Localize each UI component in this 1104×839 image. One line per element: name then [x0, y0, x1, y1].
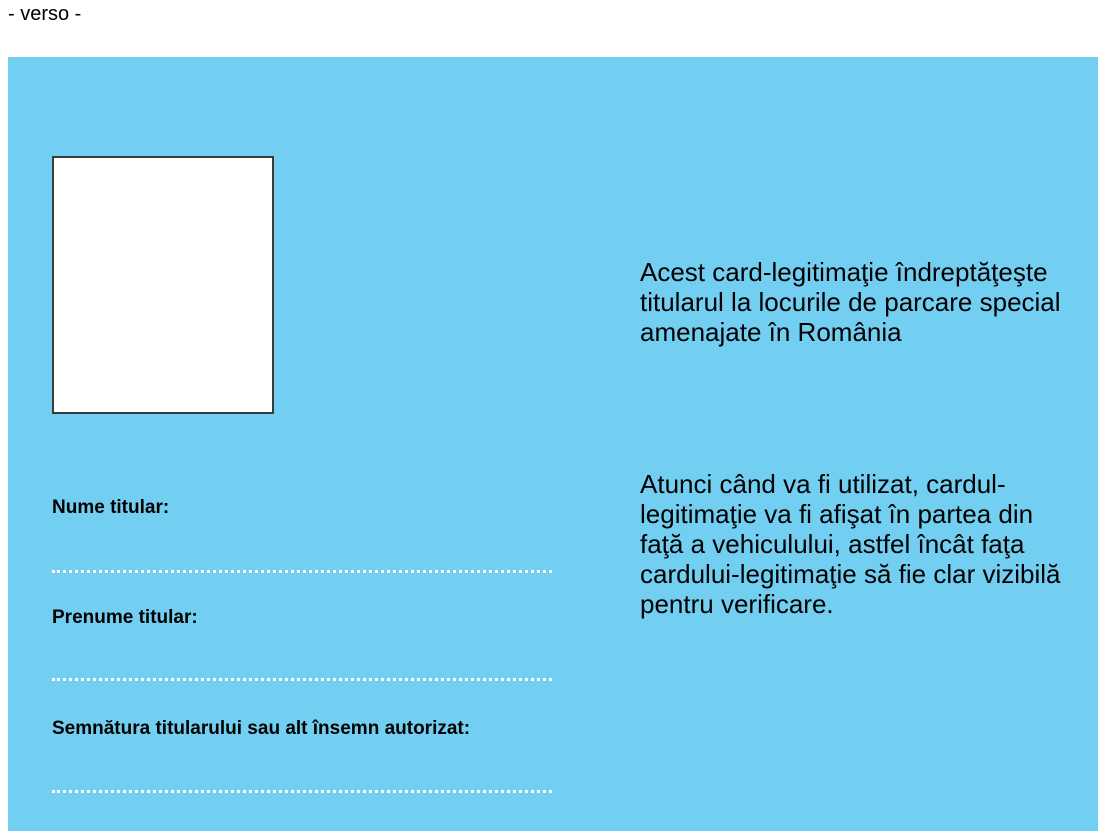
parking-card-back — [8, 57, 1098, 831]
page-side-label: - verso - — [8, 3, 82, 25]
holder-firstname-line — [52, 678, 552, 681]
photo-placeholder — [52, 156, 274, 414]
holder-surname-label: Nume titular: — [52, 497, 170, 518]
holder-firstname-label: Prenume titular: — [52, 607, 198, 628]
holder-surname-line — [52, 570, 552, 573]
holder-signature-label: Semnătura titularului sau alt însemn autorizat: — [52, 718, 471, 739]
holder-signature-line — [52, 790, 552, 793]
card-usage-instructions: Atunci când va fi utilizat, cardul-legitimaţie va fi afişat în partea din faţă a vehiculului, astfel încât faţa cardului-legitimaţie să fie clar vizibilă pentru verificare. — [640, 469, 1061, 619]
card-entitlement-text: Acest card-legitimaţie îndreptăţeşte titularul la locurile de parcare special amenajate în România — [640, 257, 1061, 347]
